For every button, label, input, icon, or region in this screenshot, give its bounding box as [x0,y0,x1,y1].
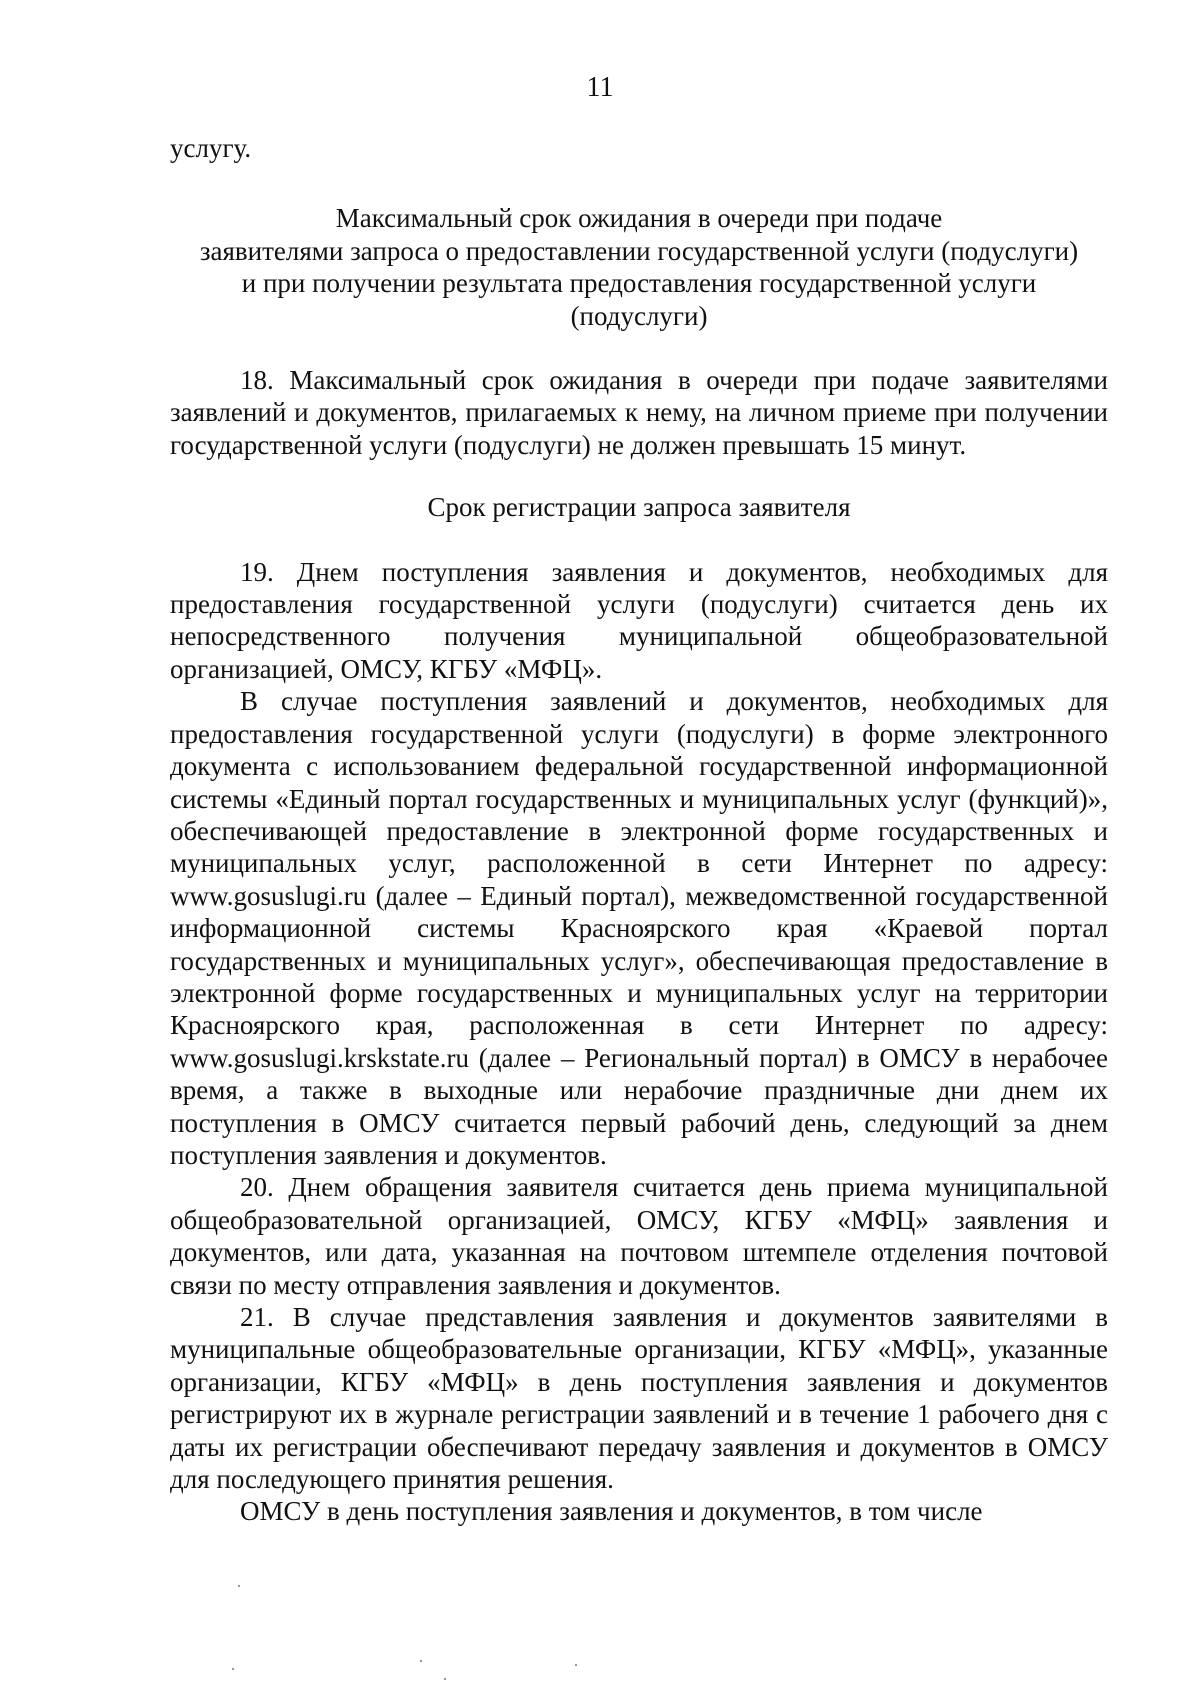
section-heading-registration-term [170,461,1108,555]
paragraph-electronic-submission: В случае поступления заявлений и документов, необходимых для предоставления государственной услуги (подуслуги) в форме электронного документа с использованием федеральной государственной информационной системы «Единый портал государственных и муниципальных услуг (функций)», обеспечивающей предоставление в электронной форме государственных и муниципальных услуг, расположенной в сети Интернет по адресу: www.gosuslugi.ru (далее – Единый портал), межведомственной государственной информационной системы Красноярского края «Краевой портал государственных и муниципальных услуг», обеспечивающая предоставление в электронной форме государственных и муниципальных услуг на территории Красноярского края, расположенная в сети Интернет по адресу: www.gosuslugi.krskstate.ru (далее – Региональный портал) в ОМСУ в нерабочее время, а также в выходные или нерабочие праздничные дни днем их поступления в ОМСУ считается первый рабочий день, следующий за днем поступления заявления и документов. [170,686,1108,1170]
heading-line: заявителями запроса о предоставлении государственной услуги (подуслуги) [199,235,1079,266]
page-number: 11 [586,72,614,103]
heading-line: Срок регистрации запроса заявителя [427,492,851,523]
section-heading-queue-time [170,164,1108,364]
scan-speck [238,1585,240,1587]
paragraph-21: 21. В случае представления заявления и документов заявителями в муниципальные общеобразовательные организации, КГБУ «МФЦ», указанные организации, КГБУ «МФЦ» в день поступления заявления и документов регистрируют их в журнале регистрации заявлений и в течение 1 рабочего дня с даты их регистрации обеспечивают передачу заявления и документов в ОМСУ для последующего принятия решения. [170,1302,1108,1495]
heading-line: (подуслуги) [570,300,708,331]
scan-speck [444,1678,446,1680]
paragraph-omsu-continuation: ОМСУ в день поступления заявления и документов, в том числе [240,1496,983,1527]
paragraph-20: 20. Днем обращения заявителя считается день приема муниципальной общеобразовательной организацией, ОМСУ, КГБУ «МФЦ» заявления и документов, или дата, указанная на почтовом штемпеле отделения почтовой связи по месту отправления заявления и документов. [170,1172,1108,1300]
scan-speck [232,1668,234,1670]
paragraph-19: 19. Днем поступления заявления и документов, необходимых для предоставления государственной услуги (подуслуги) считается день их непосредственного получения муниципальной общеобразовательной организацией, ОМСУ, КГБУ «МФЦ». [170,556,1108,684]
scan-speck [575,1664,577,1666]
heading-line: Максимальный срок ожидания в очереди при подаче [335,203,943,234]
document-body [170,132,1108,1528]
scan-speck [420,1660,422,1662]
opening-fragment: услугу. [170,133,252,163]
heading-line: и при получении результата предоставления государственной услуги [241,268,1037,299]
paragraph-18: 18. Максимальный срок ожидания в очереди при подаче заявителями заявлений и документов, прилагаемых к нему, на личном приеме при получении государственной услуги (подуслуги) не должен превышать 15 минут. [170,365,1108,460]
